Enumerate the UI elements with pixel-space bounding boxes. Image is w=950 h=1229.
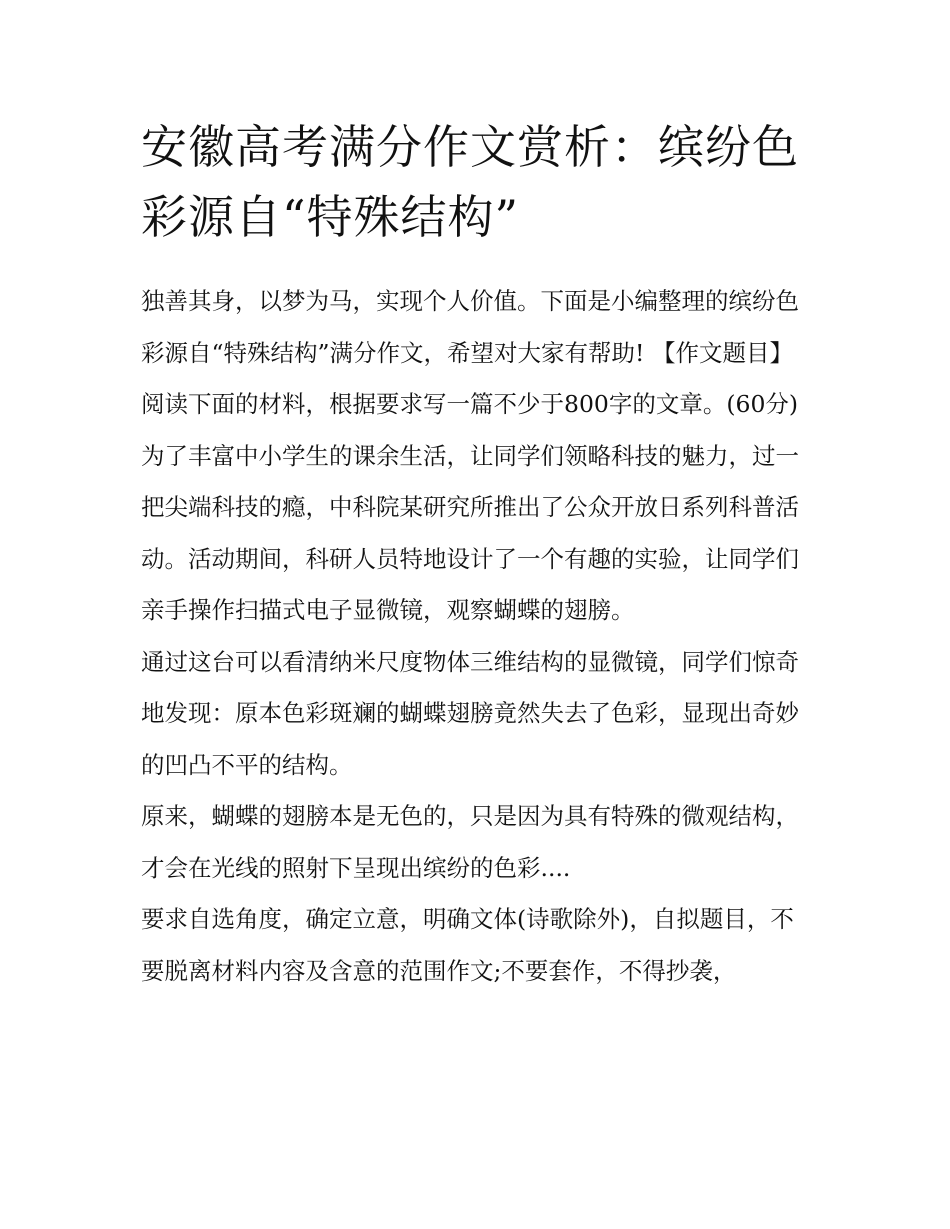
material-paragraph: 为了丰富中小学生的课余生活，让同学们领略科技的魅力，过一把尖端科技的瘾，中科院某研究所推出了公众开放日系列科普活动。活动期间，科研人员特地设计了一个有趣的实验，让同学们亲手操作扫描式电子显微镜，观察蝴蝶的翅膀。	[141, 441, 799, 624]
requirements-paragraph: 要求自选角度，确定立意，明确文体(诗歌除外)，自拟题目，不要脱离材料内容及含意的范围作文;不要套作，不得抄袭，	[141, 905, 794, 985]
document-body	[141, 276, 813, 997]
intro-paragraph: 独善其身，以梦为马，实现个人价值。下面是小编整理的缤纷色彩源自“特殊结构”满分作文，希望对大家有帮助! 【作文题目】	[141, 287, 799, 367]
material-paragraph: 原来，蝴蝶的翅膀本是无色的，只是因为具有特殊的微观结构，才会在光线的照射下呈现出缤纷的色彩....	[141, 802, 799, 882]
material-paragraph: 通过这台可以看清纳米尺度物体三维结构的显微镜，同学们惊奇地发现：原本色彩斑斓的蝴蝶翅膀竟然失去了色彩，显现出奇妙的凹凸不平的结构。	[141, 647, 799, 779]
document-title: 安徽高考满分作文赏析：缤纷色彩源自“特殊结构”	[141, 120, 799, 244]
prompt-instruction-paragraph: 阅读下面的材料，根据要求写一篇不少于800字的文章。(60分)	[141, 390, 799, 418]
